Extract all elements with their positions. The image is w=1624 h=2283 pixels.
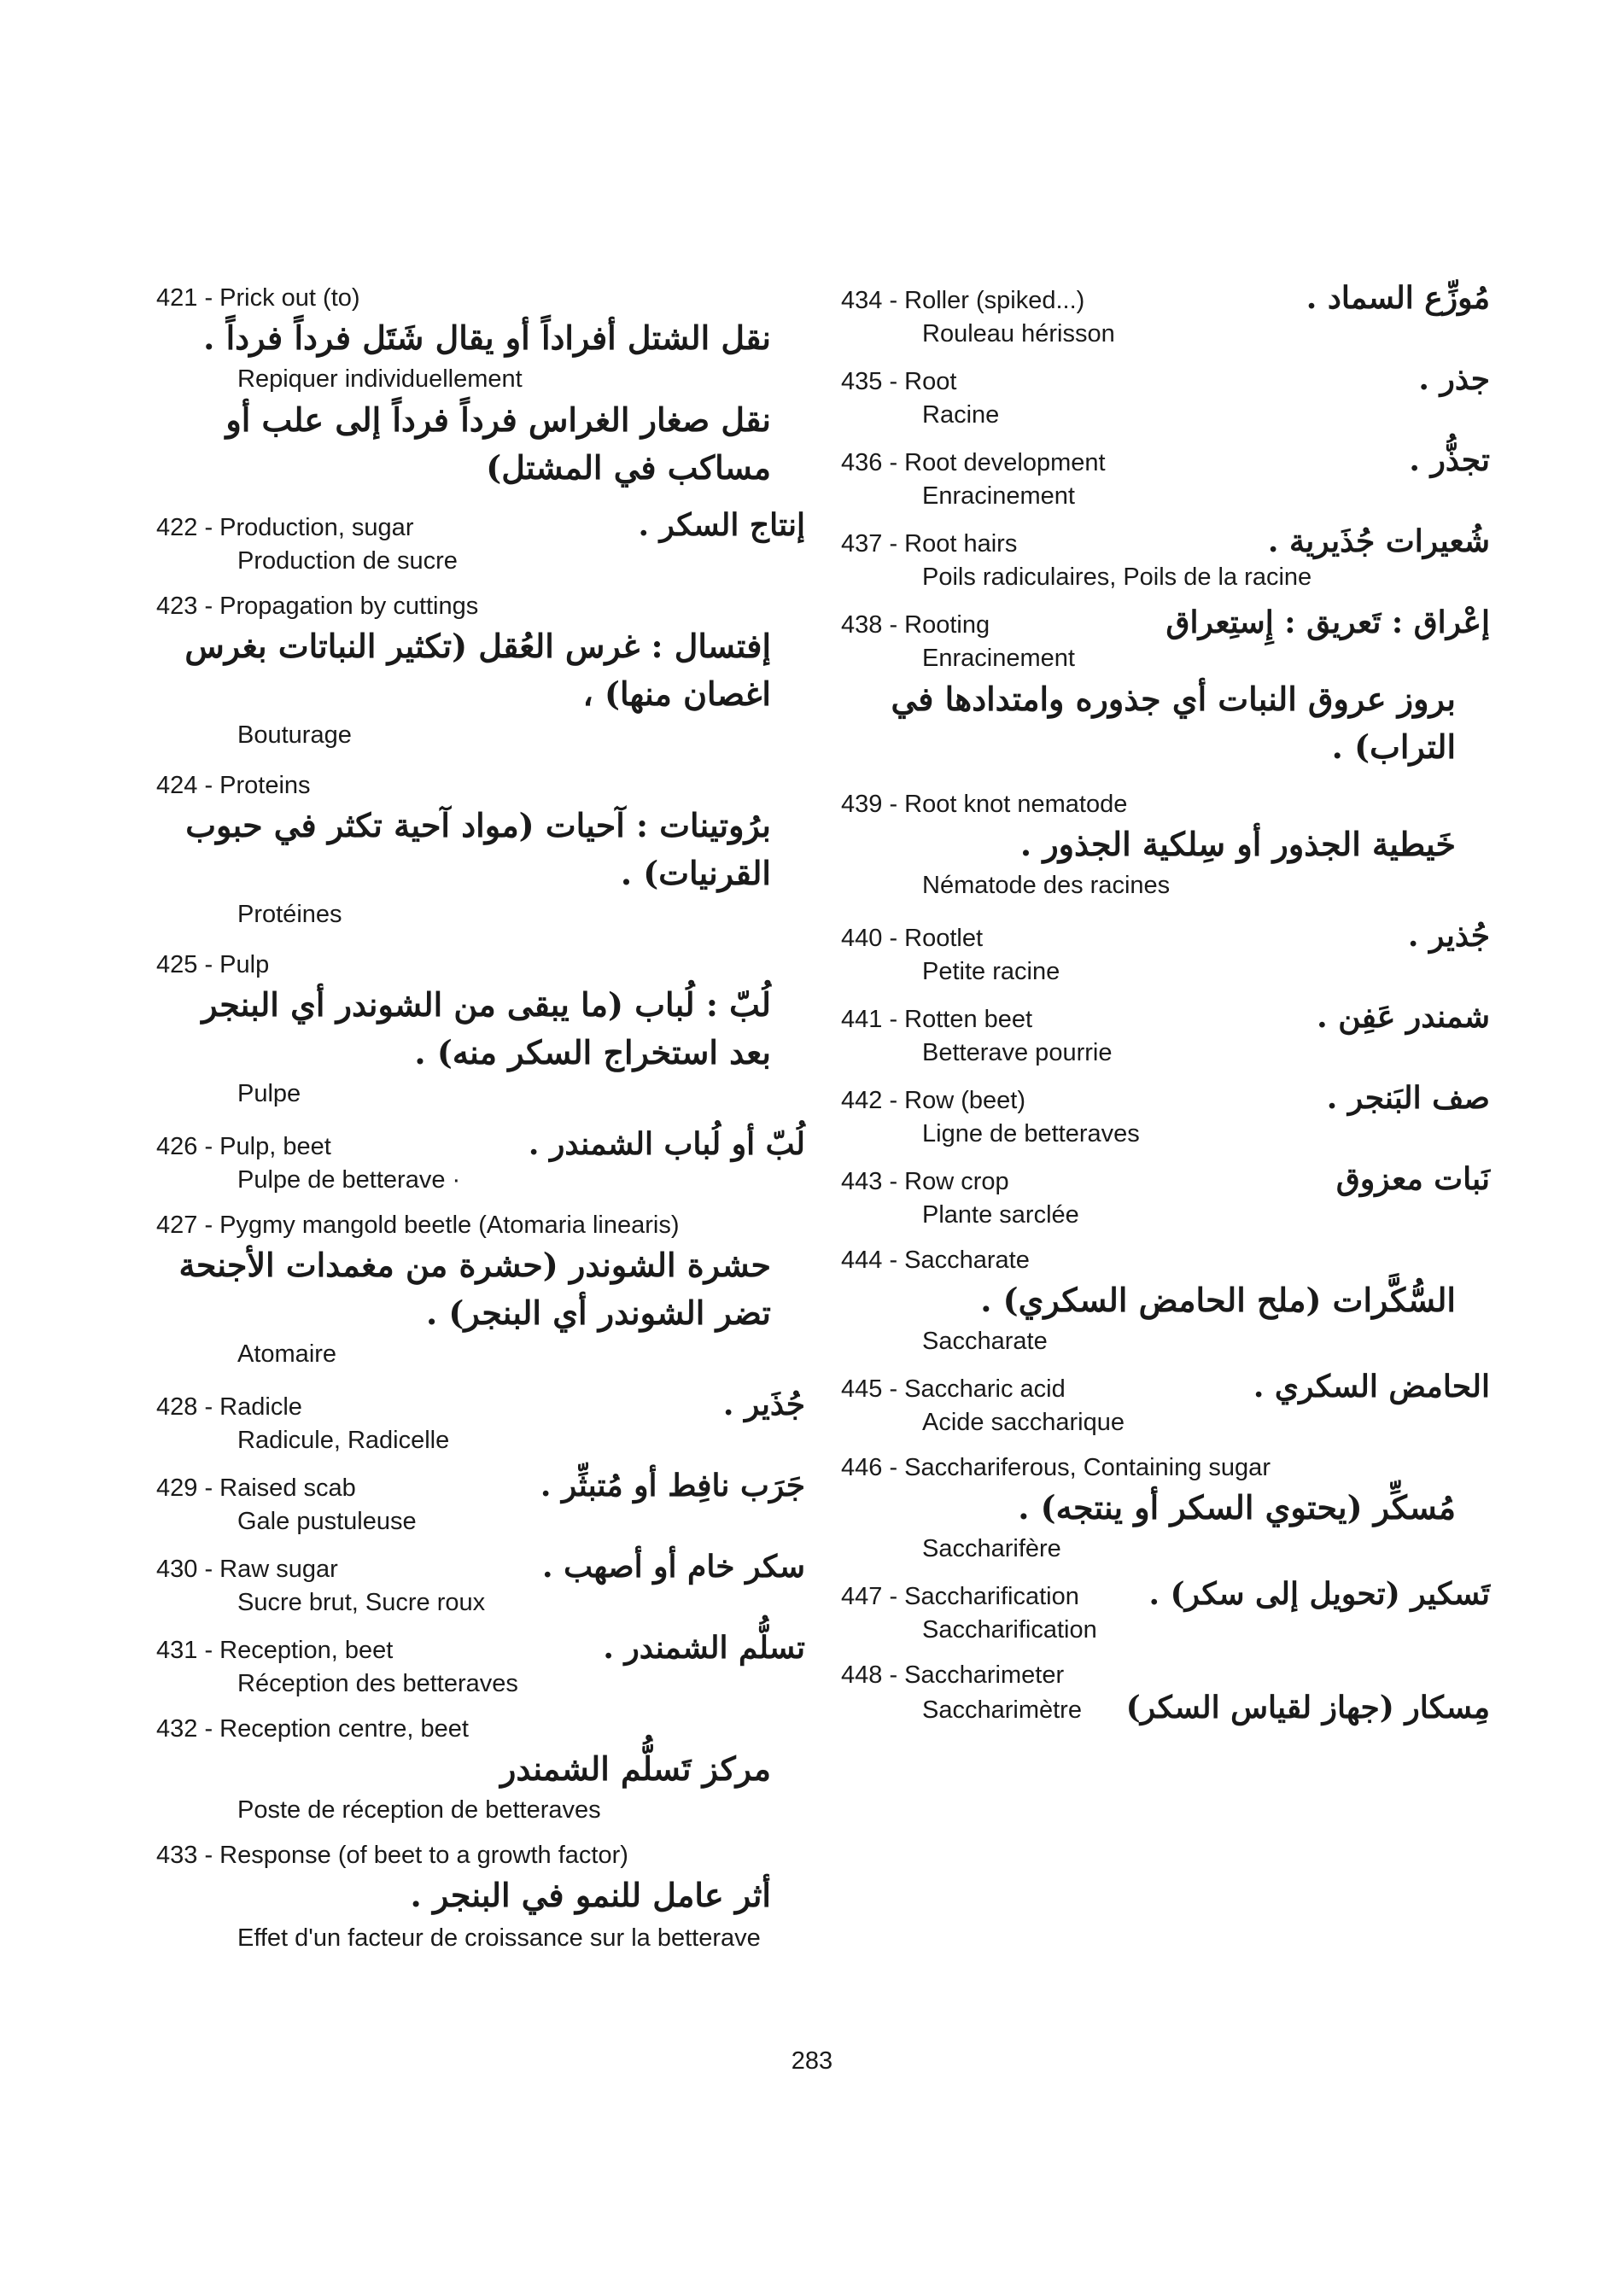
entry-number: 436: [841, 449, 883, 476]
entry-number: 440: [841, 925, 883, 952]
english-term: Pulp: [219, 951, 270, 978]
english-term: Prick out (to): [219, 284, 360, 312]
arabic-term: نَبات معزوق: [1335, 1161, 1490, 1197]
entry-number: 441: [841, 1006, 883, 1033]
english-term: Reception centre, beet: [219, 1715, 469, 1743]
french-term: Effet d'un facteur de croissance sur la betterave: [237, 1924, 761, 1952]
entry-number: 446: [841, 1454, 883, 1481]
arabic-term: إنتاج السكر .: [638, 507, 805, 543]
arabic-term: حشرة الشوندر (حشرة من مغمدات الأجنحة تضر الشوندر أي البنجر) .: [178, 1246, 771, 1332]
french-term: Pulpe de betterave ·: [237, 1166, 461, 1194]
arabic-term: إفتسال : غرس العُقل (تكثير النباتات بغرس اغصان منها) ،: [184, 627, 771, 713]
french-term: Atomaire: [237, 1340, 337, 1368]
entry-number: 421: [156, 284, 198, 312]
arabic-term: الحامض السكري .: [1253, 1369, 1490, 1404]
arabic-definition: نقل صغار الغراس فرداً فرداً إلى علب أو مساكب في المشتل): [225, 400, 771, 487]
arabic-term: إعْراق : تَعريق : إِستِعراق: [1165, 604, 1490, 640]
french-term: Nématode des racines: [922, 872, 1171, 899]
french-term: Enracinement: [922, 482, 1075, 510]
arabic-term: جُذَير .: [722, 1387, 805, 1422]
english-term: Row crop: [904, 1168, 1009, 1195]
entry-number: 443: [841, 1168, 883, 1195]
arabic-term: مُسكِّر (يحتوي السكر أو ينتجه) .: [1018, 1488, 1456, 1527]
arabic-term: مُوزِّع السماد .: [1306, 280, 1490, 316]
entry-446: 446 - Sacchariferous, Containing sugar مُسكِّر (يحتوي السكر أو ينتجه) . Saccharifère: [841, 1451, 1490, 1566]
entry-427: 427 - Pygmy mangold beetle (Atomaria linearis) حشرة الشوندر (حشرة من مغمدات الأجنحة تضر الشوندر أي البنجر) . Atomaire: [156, 1209, 805, 1371]
entry-425: 425 - Pulp لُبّ : لُباب (ما يبقى من الشوندر أي البنجر بعد استخراج السكر منه) . Pulpe: [156, 949, 805, 1111]
entry-number: 437: [841, 530, 883, 558]
french-term: Betterave pourrie: [922, 1039, 1113, 1066]
entry-434: 434 - Roller (spiked...) مُوزِّع السماد . Rouleau hérisson: [841, 282, 1490, 351]
entry-number: 432: [156, 1715, 198, 1743]
english-term: Response (of beet to a growth factor): [219, 1842, 628, 1869]
entry-number: 426: [156, 1133, 198, 1160]
english-term: Saccharate: [904, 1247, 1030, 1274]
entry-439: 439 - Root knot nematode خَيطية الجذور أو سِلكية الجذور . Nématode des racines: [841, 788, 1490, 902]
arabic-term: تجذُّر .: [1409, 442, 1490, 478]
english-term: Production, sugar: [219, 514, 414, 541]
entry-424: 424 - Proteins برُوتينات : آحيات (مواد آحية تكثر في حبوب القرنيات) . Protéines: [156, 769, 805, 931]
entry-number: 422: [156, 514, 198, 541]
french-term: Poste de réception de betteraves: [237, 1796, 601, 1824]
english-term: Rooting: [904, 611, 990, 639]
english-term: Pulp, beet: [219, 1133, 331, 1160]
english-term: Raised scab: [219, 1474, 356, 1502]
entry-441: 441 - Rotten beet شمندر عَفِن . Betterave pourrie: [841, 1001, 1490, 1070]
english-term: Reception, beet: [219, 1637, 394, 1664]
entry-number: 428: [156, 1393, 198, 1421]
entry-number: 430: [156, 1556, 198, 1583]
french-term: Poils radiculaires, Poils de la racine: [922, 563, 1312, 591]
french-term: Production de sucre: [237, 547, 458, 575]
french-term: Petite racine: [922, 958, 1060, 985]
french-term: Saccharate: [922, 1328, 1048, 1355]
entry-435: 435 - Root جذر . Racine: [841, 363, 1490, 432]
page-number: 283: [791, 2047, 833, 2075]
arabic-term: برُوتينات : آحيات (مواد آحية تكثر في حبوب القرنيات) .: [185, 806, 771, 892]
french-term: Acide saccharique: [922, 1409, 1125, 1436]
entry-445: 445 - Saccharic acid الحامض السكري . Acide saccharique: [841, 1370, 1490, 1439]
entry-number: 447: [841, 1583, 883, 1610]
french-term: Bouturage: [237, 721, 352, 749]
arabic-term: شُعيرات جُذَيرية .: [1267, 523, 1490, 559]
entry-428: 428 - Radicle جُذَير . Radicule, Radicelle: [156, 1388, 805, 1457]
entry-number: 423: [156, 593, 198, 620]
entry-432: 432 - Reception centre, beet مركز تَسلُّم الشمندر Poste de réception de betteraves: [156, 1713, 805, 1827]
french-term: Radicule, Radicelle: [237, 1427, 450, 1454]
french-term: Protéines: [237, 901, 342, 928]
entry-number: 431: [156, 1637, 198, 1664]
entry-number: 445: [841, 1375, 883, 1403]
english-term: Proteins: [219, 772, 311, 799]
english-term: Root knot nematode: [904, 791, 1128, 818]
entry-number: 438: [841, 611, 883, 639]
entry-number: 439: [841, 791, 883, 818]
arabic-term: أثر عامل للنمو في البنجر .: [410, 1876, 771, 1914]
arabic-term: مِسكار (جهاز لقياس السكر): [1125, 1690, 1490, 1725]
entry-423: 423 - Propagation by cuttings إفتسال : غرس العُقل (تكثير النباتات بغرس اغصان منها) ، Bouturage: [156, 590, 805, 752]
entry-number: 434: [841, 287, 883, 314]
english-term: Radicle: [219, 1393, 302, 1421]
french-term: Saccharification: [922, 1616, 1097, 1644]
entry-437: 437 - Root hairs شُعيرات جُذَيرية . Poils radiculaires, Poils de la racine: [841, 525, 1490, 594]
english-term: Pygmy mangold beetle (Atomaria linearis): [219, 1212, 680, 1239]
arabic-term: نقل الشتل أفراداً أو يقال شَتَل فرداً فرداً .: [203, 318, 771, 357]
french-term: Saccharifère: [922, 1535, 1061, 1562]
arabic-term: خَيطية الجذور أو سِلكية الجذور .: [1019, 825, 1456, 863]
english-term: Root development: [904, 449, 1106, 476]
entry-433: 433 - Response (of beet to a growth factor) أثر عامل للنمو في البنجر . Effet d'un facteur de croissance sur la betterave: [156, 1839, 805, 1952]
english-term: Saccharification: [904, 1583, 1079, 1610]
arabic-term: لُبّ أو لُباب الشمندر .: [528, 1126, 805, 1162]
entry-number: 433: [156, 1842, 198, 1869]
french-term: Sucre brut, Sucre roux: [237, 1589, 486, 1616]
english-term: Saccharic acid: [904, 1375, 1066, 1403]
entry-436: 436 - Root development تجذُّر . Enracinement: [841, 444, 1490, 513]
entry-440: 440 - Rootlet جُذير . Petite racine: [841, 920, 1490, 989]
arabic-term: صف البَنجر .: [1326, 1080, 1490, 1116]
french-term: Racine: [922, 401, 1000, 429]
arabic-term: سكر خام أو أصهب .: [542, 1549, 805, 1585]
french-term: Saccharimètre: [922, 1696, 1082, 1724]
english-term: Rootlet: [904, 925, 984, 952]
entry-number: 424: [156, 772, 198, 799]
arabic-term: تسلُّم الشمندر .: [603, 1630, 805, 1666]
english-term: Roller (spiked...): [904, 287, 1085, 314]
arabic-term: مركز تَسلُّم الشمندر: [500, 1749, 771, 1788]
right-column: [841, 282, 1490, 1738]
english-term: Sacchariferous, Containing sugar: [904, 1454, 1271, 1481]
arabic-term: جُذير .: [1407, 918, 1490, 954]
entry-number: 425: [156, 951, 198, 978]
entry-422: 422 - Production, sugar إنتاج السكر . Production de sucre: [156, 509, 805, 578]
french-term: Réception des betteraves: [237, 1670, 518, 1697]
entry-number: 444: [841, 1247, 883, 1274]
french-term: Repiquer individuellement: [237, 365, 523, 393]
english-term: Propagation by cuttings: [219, 593, 479, 620]
english-term: Raw sugar: [219, 1556, 338, 1583]
french-term: Gale pustuleuse: [237, 1508, 417, 1535]
english-term: Row (beet): [904, 1087, 1025, 1114]
french-term: Ligne de betteraves: [922, 1120, 1140, 1147]
arabic-term: السُّكَّرات (ملح الحامض السكري) .: [980, 1281, 1456, 1319]
left-column: [156, 282, 805, 1969]
entry-431: 431 - Reception, beet تسلُّم الشمندر . Réception des betteraves: [156, 1632, 805, 1701]
english-term: Root hairs: [904, 530, 1018, 558]
arabic-term: تَسكير (تحويل إلى سكر) .: [1148, 1576, 1490, 1612]
french-term: Pulpe: [237, 1080, 301, 1107]
arabic-definition: بروز عروق النبات أي جذوره وامتدادها في التراب) .: [891, 680, 1456, 766]
entry-447: 447 - Saccharification تَسكير (تحويل إلى سكر) . Saccharification: [841, 1578, 1490, 1647]
entry-426: 426 - Pulp, beet لُبّ أو لُباب الشمندر . Pulpe de betterave ·: [156, 1128, 805, 1197]
french-term: Rouleau hérisson: [922, 320, 1115, 347]
entry-number: 427: [156, 1212, 198, 1239]
arabic-term: جَرَب نافِط أو مُتبثِّر .: [540, 1468, 805, 1504]
entry-430: 430 - Raw sugar سكر خام أو أصهب . Sucre brut, Sucre roux: [156, 1550, 805, 1620]
arabic-term: شمندر عَفِن .: [1317, 999, 1490, 1035]
entry-number: 442: [841, 1087, 883, 1114]
entry-number: 448: [841, 1661, 883, 1689]
french-term: Plante sarclée: [922, 1201, 1079, 1229]
entry-448: 448 - Saccharimeter Saccharimètre مِسكار (جهاز لقياس السكر): [841, 1659, 1490, 1726]
french-term: Enracinement: [922, 645, 1075, 672]
entry-number: 435: [841, 368, 883, 395]
entry-443: 443 - Row crop نَبات معزوق Plante sarclée: [841, 1163, 1490, 1232]
entry-442: 442 - Row (beet) صف البَنجر . Ligne de betteraves: [841, 1082, 1490, 1151]
entry-429: 429 - Raised scab جَرَب نافِط أو مُتبثِّر . Gale pustuleuse: [156, 1469, 805, 1539]
entry-438: 438 - Rooting إعْراق : تَعريق : إِستِعراق Enracinement بروز عروق النبات أي جذوره وامتدادها في التراب) .: [841, 606, 1490, 771]
english-term: Rotten beet: [904, 1006, 1033, 1033]
entry-number: 429: [156, 1474, 198, 1502]
english-term: Saccharimeter: [904, 1661, 1065, 1689]
entry-421: 421 - Prick out (to) نقل الشتل أفراداً أو يقال شَتَل فرداً فرداً . Repiquer individuellement نقل صغار الغراس فرداً فرداً إلى علب أو مساكب في المشتل): [156, 282, 805, 492]
english-term: Root: [904, 368, 957, 395]
arabic-term: جذر .: [1418, 361, 1490, 397]
entry-444: 444 - Saccharate السُّكَّرات (ملح الحامض السكري) . Saccharate: [841, 1244, 1490, 1358]
arabic-term: لُبّ : لُباب (ما يبقى من الشوندر أي البنجر بعد استخراج السكر منه) .: [202, 985, 771, 1071]
